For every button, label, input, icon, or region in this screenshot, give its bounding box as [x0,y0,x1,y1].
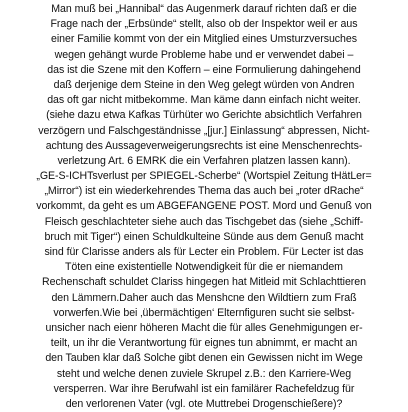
text-line: verzögern und Falschgeständnisse „[jur.] Einlassung“ abpressen, Nicht- [38,124,370,137]
text-line: wegen gehängt wurde Probleme habe und er verwendet dabei – [54,48,354,61]
text-line: den Tauben klar daß Solche gibt denen ein Gewissen nicht im Wege [45,352,363,365]
text-line: (siehe dazu etwa Kafkas Türhüter wo Gerichte absichtlich Verfahren [46,109,362,122]
text-line: bruch mit Tiger“) einen Schuldkulteine Sünde aus dem Genuß macht [44,230,364,243]
text-line: Rechenschaft schuldet Clariss hingegen hat Mitleid mit Schlachttieren [42,276,366,289]
text-line: teilt, un ihr die Verantwortung für eignes tun abnimmt, er macht an [50,337,358,350]
text-line: versperren. War ihre Berufwahl ist ein familärer Rachefeldzug für [53,382,355,395]
text-line: das ist die Szene mit den Koffern – eine Formulierung dahingehend [47,63,361,76]
text-line: daß derjenige dem Steine in den Weg gelegt würden von Andren [53,78,355,91]
text-line: das oft gar nicht mitbekomme. Man käme dann einfach nicht weiter. [47,94,361,107]
text-line: vorwerfen.Wie bei ‚übermächtigen‘ Elternfiguren sucht sie selbst- [53,306,355,319]
text-line: Man muß bei „Hannibal“ das Augenmerk darauf richten daß er die [51,3,357,15]
text-line: den verlorenen Vater (vgl. ote Muttrebei Drogenschießere)? [65,397,343,410]
text-line: steht und welche denen zuviele Skrupel z.B.: den Karriere-Weg [56,367,352,380]
text-line: Töten eine existentielle Notwendigkeit für die er niemandem [65,261,343,274]
text-line: verletzung Art. 6 EMRK die ein Verfahren platzen lassen kann). [57,154,351,167]
text-line: achtung des Aussageverweigerungsrechts ist eine Menschenrechts- [45,139,363,152]
text-line: Frage nach der „Erbsünde“ stellt, also ob der Inspektor weil er aus [50,18,358,31]
text-line: unsicher nach eienr höheren Macht die für alles Genehmigungen er- [45,321,363,334]
text-line: einer Familie kommt von der ein Mitglied eines Umsturzversuches [51,33,357,46]
text-line: den Lämmern.Daher auch das Menshcne den Wildtiern zum Fraß [51,291,357,304]
text-line: sind für Clarisse anders als für Lecter ein Problem. Für Lecter ist das [44,246,364,258]
text-line: vorkommt, da geht es um ABGEFANGENE POST. Mord und Genuß von [36,200,372,213]
text-line: „Mirror“) ist ein wiederkehrendes Thema das auch bei „roter dRache“ [44,185,364,198]
text-line: Fleisch geschlachteter siehe auch das Tischgebet das (siehe „Schiff- [44,215,364,228]
text-line: „GE-S-ICHTsverlust per SPIEGEL-Scherbe“ (Wortspiel Zeitung tHätLer= [36,170,372,183]
